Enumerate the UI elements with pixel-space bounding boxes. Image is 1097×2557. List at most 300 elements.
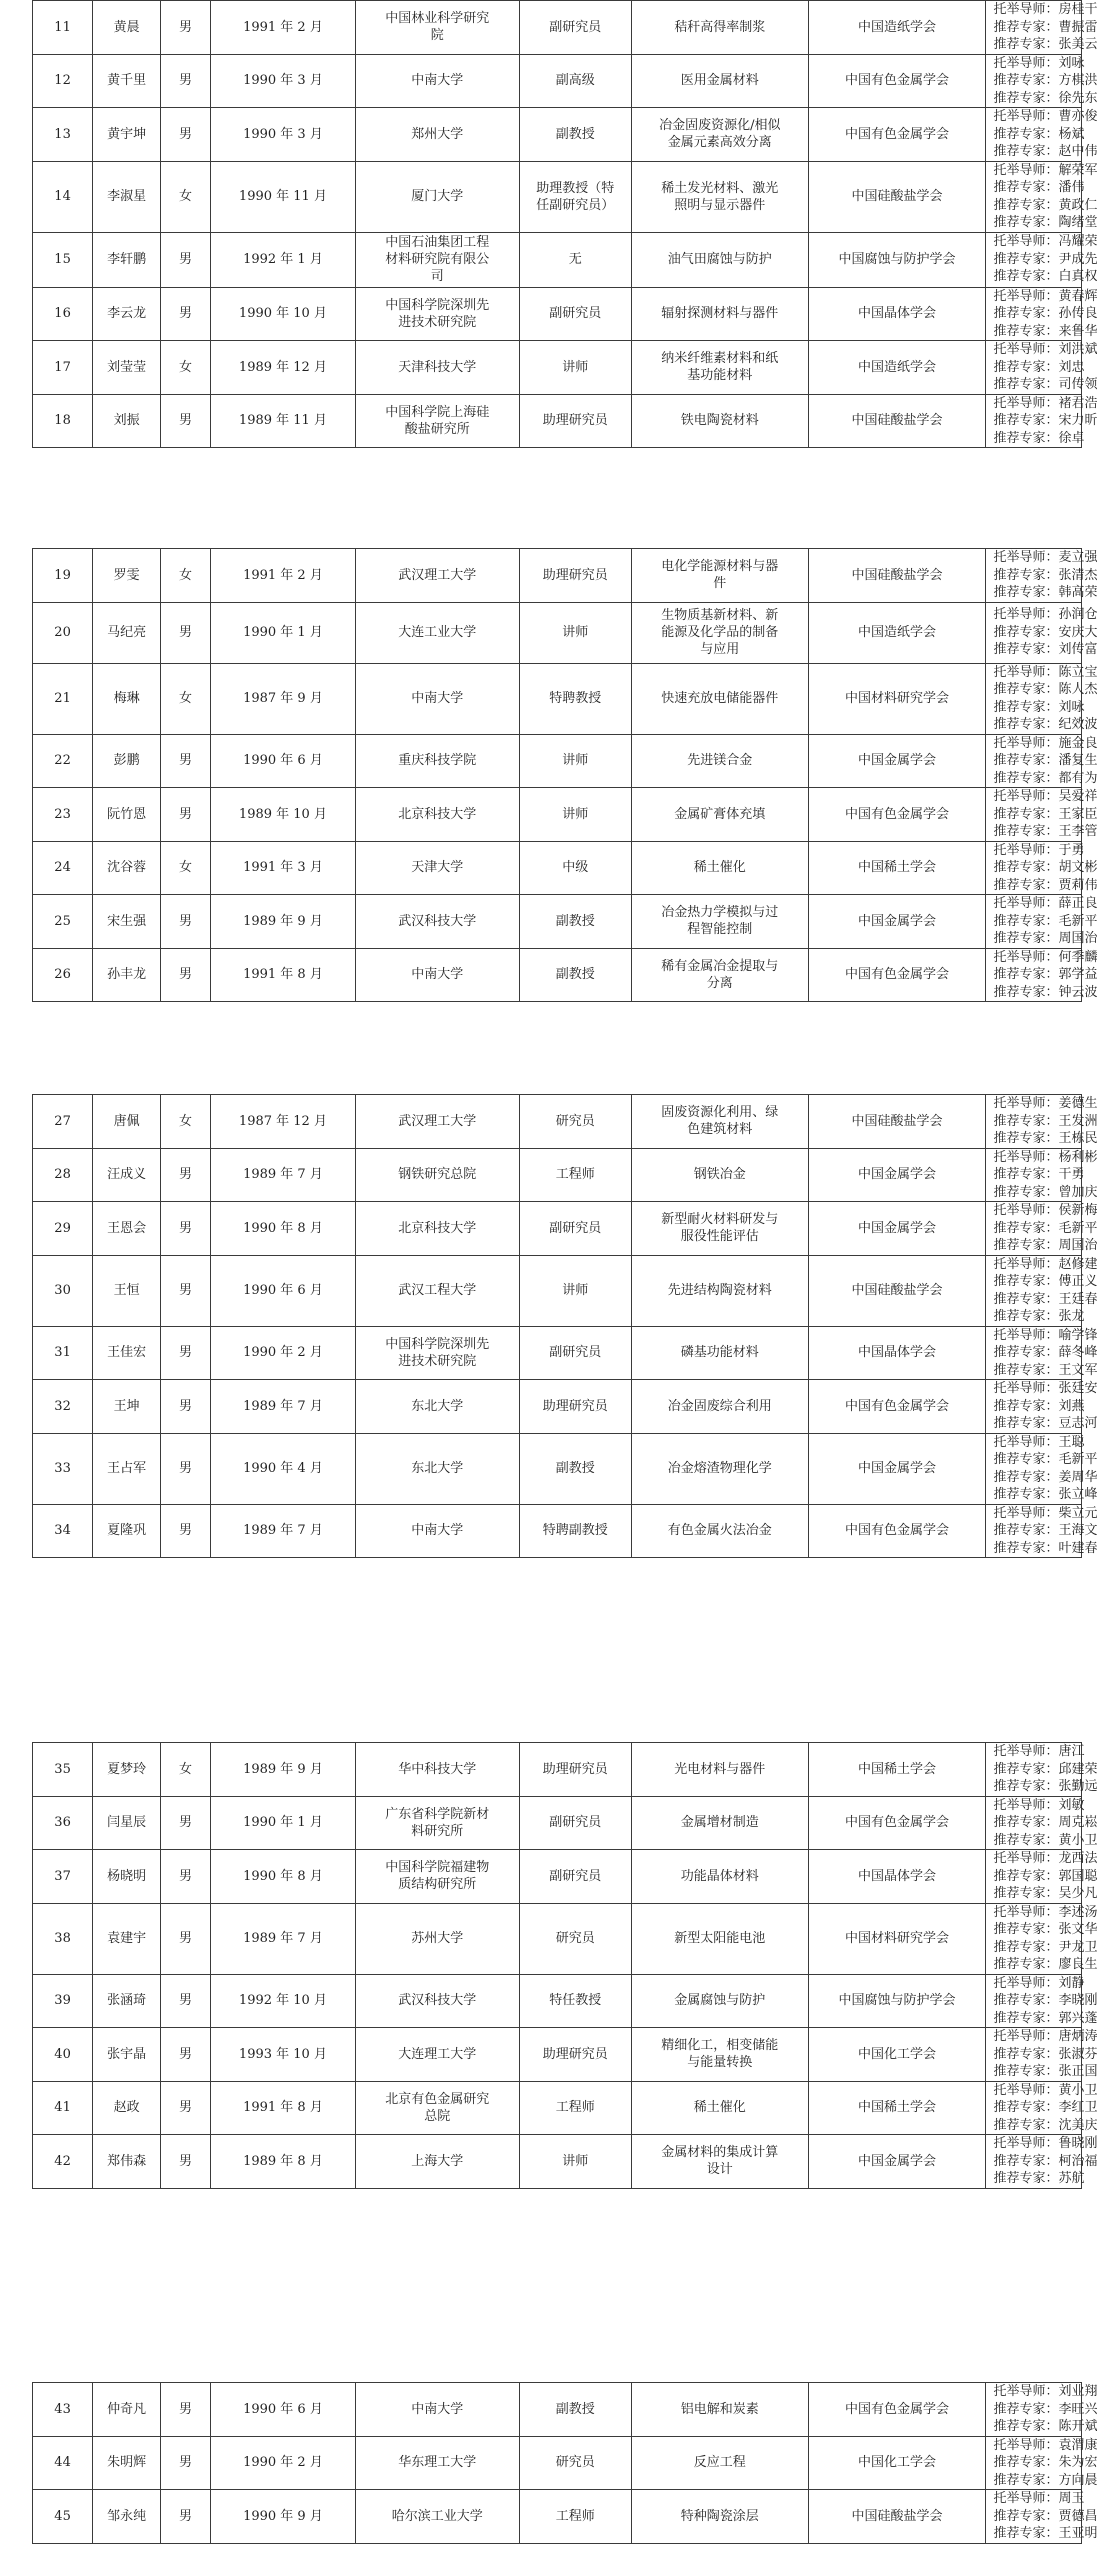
- recommenders-cell: [986, 54, 1097, 108]
- society: 中国化工学会: [857, 2455, 936, 2471]
- job-title-line: 助理教授（特: [536, 180, 615, 196]
- gender: 女: [179, 189, 193, 204]
- row-number: 22: [54, 753, 71, 769]
- society: 中国有色金属学会: [844, 1398, 949, 1414]
- job-title-line: 副研究员: [549, 1345, 602, 1361]
- recommenders-line: 托举导师：唐炳涛: [993, 2029, 1097, 2044]
- society-cell: [808, 549, 986, 603]
- job-title-cell: [519, 394, 631, 448]
- work-unit-cell: [356, 1796, 519, 1850]
- job-title-line: 研究员: [555, 1113, 595, 1129]
- birth-date: 1990 年 2 月: [243, 1345, 323, 1361]
- table-row: [33, 734, 1082, 788]
- work-unit-line: 中南大学: [411, 2401, 464, 2417]
- birth-date-cell: [210, 788, 355, 842]
- work-unit-cell: [356, 394, 519, 448]
- gender: 男: [179, 1461, 193, 1476]
- row-number: 34: [54, 1523, 71, 1539]
- row-number: 31: [54, 1345, 71, 1361]
- birth-date: 1989 年 12 月: [238, 359, 327, 375]
- job-title-cell: [519, 663, 631, 734]
- research-field-line: 冶金熔渣物理化学: [667, 1461, 772, 1476]
- birth-date: 1989 年 9 月: [243, 913, 323, 929]
- row-number-cell: [33, 1202, 93, 1256]
- birth-date-cell: [210, 602, 355, 663]
- row-number: 25: [54, 913, 71, 929]
- recommenders-line: 托举导师：房桂干: [993, 2, 1097, 17]
- job-title-line: 特任教授: [549, 1993, 602, 2009]
- work-unit-cell: [356, 2135, 519, 2189]
- recommenders-line: 托举导师：褚君浩: [993, 395, 1097, 411]
- recommenders-line: 推荐专家：张文华: [993, 1922, 1097, 1937]
- row-number-cell: [33, 1326, 93, 1380]
- work-unit-line: 厦门大学: [411, 189, 464, 204]
- job-title-line: 副研究员: [549, 1220, 602, 1236]
- work-unit-line: 中国科学院深圳先: [385, 297, 490, 313]
- row-number: 21: [54, 691, 71, 706]
- recommenders-line: 托举导师：刘洪斌: [993, 342, 1097, 357]
- work-unit-line: 中国石油集团工程: [385, 235, 490, 250]
- job-title-line: 副研究员: [549, 1815, 602, 1831]
- person-name: 李淑星: [107, 189, 147, 204]
- birth-date: 1991 年 8 月: [243, 967, 323, 983]
- row-number-cell: [33, 1974, 93, 2028]
- person-name-cell: [93, 394, 161, 448]
- person-name-cell: [93, 2490, 161, 2544]
- job-title-line: 副研究员: [549, 1868, 602, 1884]
- person-name: 宋生强: [107, 913, 147, 929]
- gender: 男: [179, 2455, 193, 2471]
- gender-cell: [161, 1850, 211, 1904]
- birth-date-cell: [210, 1095, 355, 1149]
- recommenders-line: 推荐专家：刘咏: [993, 699, 1085, 715]
- birth-date: 1990 年 2 月: [243, 2455, 323, 2471]
- table-row: [33, 2436, 1082, 2490]
- society: 中国材料研究学会: [844, 691, 949, 706]
- recommenders-line: 推荐专家：王发洲: [993, 1113, 1097, 1129]
- recommenders-line: 推荐专家：周克崧: [993, 1815, 1097, 1830]
- society-cell: [808, 108, 986, 162]
- research-field-line: 能源及化学品的制备: [661, 625, 779, 640]
- recommenders-line: 托举导师：龙西法: [993, 1851, 1097, 1866]
- society: 中国有色金属学会: [844, 1815, 949, 1831]
- gender-cell: [161, 841, 211, 895]
- society: 中国硅酸盐学会: [851, 189, 943, 204]
- recommenders-line: 托举导师：侯新梅: [993, 1203, 1097, 1218]
- work-unit-cell: [356, 895, 519, 949]
- job-title-line: 研究员: [555, 2455, 595, 2471]
- recommenders-line: 推荐专家：安庆大: [993, 624, 1097, 640]
- recommenders-line: 推荐专家：张龙: [993, 1309, 1085, 1324]
- person-name-cell: [93, 2081, 161, 2135]
- row-number-cell: [33, 1380, 93, 1434]
- society-cell: [808, 2383, 986, 2437]
- society: 中国硅酸盐学会: [851, 567, 943, 583]
- recommenders-line: 推荐专家：柯治福: [993, 2153, 1097, 2169]
- table-row: [33, 1255, 1082, 1326]
- recommenders-line: 托举导师：黄小卫: [993, 2082, 1097, 2098]
- research-field-cell: [632, 1903, 809, 1974]
- person-name: 刘振: [113, 413, 140, 429]
- research-field-line: 先进结构陶瓷材料: [667, 1283, 772, 1298]
- recommenders-cell: [986, 1380, 1097, 1434]
- birth-date: 1990 年 8 月: [243, 1220, 323, 1236]
- row-number-cell: [33, 1, 93, 55]
- row-number: 16: [54, 306, 71, 322]
- row-number: 18: [54, 413, 71, 429]
- research-field-line: 新型太阳能电池: [674, 1931, 766, 1946]
- recommenders-line: 推荐专家：杨斌: [993, 126, 1085, 142]
- birth-date: 1990 年 11 月: [238, 189, 327, 204]
- recommenders-line: 推荐专家：钟云波: [993, 984, 1097, 1000]
- row-number: 45: [54, 2508, 71, 2524]
- birth-date: 1992 年 1 月: [243, 252, 323, 267]
- recommenders-cell: [986, 1326, 1097, 1380]
- research-field-line: 铁电陶瓷材料: [680, 413, 759, 429]
- birth-date-cell: [210, 1504, 355, 1558]
- society: 中国有色金属学会: [844, 2401, 949, 2417]
- recommenders-line: 推荐专家：姜周华: [993, 1469, 1097, 1485]
- gender: 男: [179, 2401, 193, 2417]
- gender-cell: [161, 2490, 211, 2544]
- row-number: 15: [54, 252, 71, 267]
- gender: 男: [179, 1523, 193, 1539]
- recommenders-line: 推荐专家：纪效波: [993, 717, 1097, 732]
- table-row: [33, 1974, 1082, 2028]
- work-unit-line: 上海大学: [411, 2153, 464, 2169]
- gender-cell: [161, 895, 211, 949]
- work-unit-line: 中国科学院上海硅: [385, 404, 490, 420]
- recommenders-line: 推荐专家：豆志河: [993, 1416, 1097, 1431]
- work-unit-cell: [356, 287, 519, 341]
- job-title-cell: [519, 1095, 631, 1149]
- person-name: 郑伟森: [107, 2153, 147, 2169]
- society-cell: [808, 232, 986, 287]
- row-number-cell: [33, 1903, 93, 1974]
- recommenders-line: 推荐专家：潘伟: [993, 180, 1085, 195]
- person-name: 张涵琦: [107, 1993, 147, 2009]
- gender-cell: [161, 948, 211, 1002]
- gender: 女: [179, 567, 193, 583]
- recommenders-line: 托举导师：刘敏: [993, 1797, 1085, 1813]
- work-unit-line: 北京有色金属研究: [385, 2091, 490, 2107]
- society: 中国晶体学会: [857, 1868, 936, 1884]
- work-unit-line: 进技术研究院: [398, 1353, 477, 1369]
- recommenders-cell: [986, 341, 1097, 395]
- row-number: 44: [54, 2455, 71, 2471]
- research-field-cell: [632, 2028, 809, 2082]
- row-number: 23: [54, 806, 71, 822]
- job-title-line: 副教授: [555, 126, 595, 142]
- research-field-cell: [632, 1850, 809, 1904]
- recommenders-line: 推荐专家：毛新平: [993, 1452, 1097, 1467]
- job-title-line: 讲师: [562, 359, 589, 375]
- gender: 女: [179, 860, 193, 876]
- person-name: 夏隆巩: [107, 1523, 147, 1539]
- work-unit-cell: [356, 602, 519, 663]
- recommenders-line: 推荐专家：宋力昕: [993, 413, 1097, 428]
- row-number-cell: [33, 895, 93, 949]
- work-unit-cell: [356, 1850, 519, 1904]
- recommenders-line: 推荐专家：毛新平: [993, 913, 1097, 929]
- work-unit-line: 中国科学院福建物: [385, 1860, 490, 1876]
- job-title-cell: [519, 1202, 631, 1256]
- birth-date-cell: [210, 1974, 355, 2028]
- research-field-line: 快速充放电储能器件: [661, 691, 779, 706]
- job-title-cell: [519, 2028, 631, 2082]
- work-unit-line: 大连理工大学: [398, 2046, 477, 2062]
- recommenders-cell: [986, 1202, 1097, 1256]
- birth-date: 1987 年 9 月: [243, 691, 323, 706]
- work-unit-line: 中国林业科学研究: [385, 11, 490, 27]
- job-title-cell: [519, 1796, 631, 1850]
- birth-date-cell: [210, 2135, 355, 2189]
- birth-date: 1989 年 11 月: [238, 413, 327, 429]
- work-unit-line: 材料研究院有限公: [385, 252, 490, 267]
- society-cell: [808, 341, 986, 395]
- row-number: 24: [54, 860, 71, 876]
- society: 中国造纸学会: [857, 19, 936, 35]
- birth-date-cell: [210, 663, 355, 734]
- row-number-cell: [33, 1148, 93, 1202]
- job-title-cell: [519, 602, 631, 663]
- work-unit-line: 总院: [424, 2108, 451, 2124]
- recommenders-cell: [986, 287, 1097, 341]
- job-title-line: 工程师: [555, 2100, 595, 2116]
- work-unit-cell: [356, 54, 519, 108]
- work-unit-line: 郑州大学: [411, 126, 464, 142]
- society: 中国硅酸盐学会: [851, 413, 943, 429]
- person-name: 罗雯: [113, 567, 140, 583]
- job-title-line: 无: [568, 252, 582, 267]
- society: 中国造纸学会: [857, 625, 936, 640]
- research-field-line: 服役性能评估: [680, 1229, 759, 1245]
- research-field-line: 金属材料的集成计算: [661, 2145, 779, 2161]
- row-number-cell: [33, 663, 93, 734]
- work-unit-line: 北京科技大学: [398, 806, 477, 822]
- job-title-line: 讲师: [562, 806, 589, 822]
- recommenders-line: 托举导师：刘业翔: [993, 2384, 1097, 2399]
- recommenders-line: 托举导师：麦立强: [993, 550, 1097, 565]
- research-field-cell: [632, 108, 809, 162]
- work-unit-line: 武汉科技大学: [398, 1993, 477, 2009]
- research-field-cell: [632, 232, 809, 287]
- row-number: 38: [54, 1931, 71, 1946]
- recommenders-line: 推荐专家：郭兴蓬: [993, 2010, 1097, 2026]
- person-name-cell: [93, 895, 161, 949]
- row-number-cell: [33, 54, 93, 108]
- recommenders-line: 推荐专家：赵中伟: [993, 144, 1097, 159]
- society-cell: [808, 948, 986, 1002]
- person-name-cell: [93, 232, 161, 287]
- research-field-cell: [632, 1796, 809, 1850]
- recommenders-cell: [986, 1743, 1097, 1797]
- research-field-cell: [632, 663, 809, 734]
- research-field-cell: [632, 2383, 809, 2437]
- job-title-cell: [519, 1974, 631, 2028]
- row-number-cell: [33, 1850, 93, 1904]
- birth-date-cell: [210, 2436, 355, 2490]
- work-unit-cell: [356, 663, 519, 734]
- birth-date: 1990 年 6 月: [243, 2401, 323, 2417]
- society: 中国有色金属学会: [844, 806, 949, 822]
- gender: 男: [179, 306, 193, 322]
- table-row: [33, 1148, 1082, 1202]
- gender: 男: [179, 73, 193, 89]
- society-cell: [808, 1, 986, 55]
- gender-cell: [161, 549, 211, 603]
- recommenders-cell: [986, 161, 1097, 232]
- recommenders-line: 推荐专家：叶建春: [993, 1540, 1097, 1556]
- research-field-line: 油气田腐蚀与防护: [667, 252, 772, 267]
- birth-date: 1990 年 8 月: [243, 1868, 323, 1884]
- recommenders-line: 推荐专家：邱建荣: [993, 1761, 1097, 1777]
- recommenders-line: 托举导师：周玉: [993, 2491, 1085, 2506]
- person-name-cell: [93, 1095, 161, 1149]
- recommenders-line: 托举导师：黄春辉: [993, 288, 1097, 304]
- job-title-cell: [519, 1255, 631, 1326]
- society-cell: [808, 1974, 986, 2028]
- society: 中国化工学会: [857, 2046, 936, 2062]
- birth-date-cell: [210, 734, 355, 788]
- recommenders-line: 推荐专家：潘复生: [993, 753, 1097, 768]
- work-unit-line: 钢铁研究总院: [398, 1167, 477, 1183]
- person-name: 赵政: [113, 2100, 140, 2116]
- birth-date-cell: [210, 161, 355, 232]
- job-title-cell: [519, 549, 631, 603]
- work-unit-cell: [356, 161, 519, 232]
- recommenders-cell: [986, 2081, 1097, 2135]
- person-name-cell: [93, 549, 161, 603]
- work-unit-line: 天津大学: [411, 860, 464, 876]
- recommenders-line: 推荐专家：尹龙卫: [993, 1939, 1097, 1955]
- recommenders-line: 托举导师：孙润仓: [993, 607, 1097, 623]
- row-number-cell: [33, 1504, 93, 1558]
- row-number-cell: [33, 2383, 93, 2437]
- person-name: 李轩鹏: [107, 252, 147, 267]
- candidate-table-segment: [32, 2382, 1097, 2544]
- research-field-line: 反应工程: [693, 2455, 746, 2471]
- gender-cell: [161, 2081, 211, 2135]
- job-title-cell: [519, 1, 631, 55]
- job-title-cell: [519, 1326, 631, 1380]
- row-number-cell: [33, 287, 93, 341]
- society-cell: [808, 734, 986, 788]
- person-name-cell: [93, 1148, 161, 1202]
- birth-date: 1989 年 9 月: [243, 1761, 323, 1777]
- job-title-cell: [519, 1903, 631, 1974]
- table-row: [33, 341, 1082, 395]
- table-row: [33, 161, 1082, 232]
- work-unit-line: 天津科技大学: [398, 359, 477, 375]
- recommenders-cell: [986, 948, 1097, 1002]
- job-title-line: 工程师: [555, 1167, 595, 1183]
- person-name: 邹永纯: [107, 2508, 147, 2524]
- job-title-line: 助理研究员: [542, 1398, 608, 1414]
- table-row: [33, 895, 1082, 949]
- research-field-line: 分离: [706, 975, 733, 991]
- job-title-cell: [519, 895, 631, 949]
- research-field-line: 新型耐火材料研发与: [661, 1212, 779, 1228]
- birth-date: 1991 年 2 月: [243, 567, 323, 583]
- work-unit-cell: [356, 232, 519, 287]
- job-title-cell: [519, 108, 631, 162]
- row-number-cell: [33, 1796, 93, 1850]
- birth-date: 1991 年 2 月: [243, 19, 323, 35]
- gender: 男: [179, 625, 193, 640]
- gender: 男: [179, 913, 193, 929]
- work-unit-line: 重庆科技学院: [398, 753, 477, 769]
- work-unit-line: 广东省科学院新材: [385, 1806, 490, 1822]
- research-field-cell: [632, 2135, 809, 2189]
- society: 中国稀土学会: [857, 860, 936, 876]
- person-name: 梅琳: [113, 691, 140, 706]
- person-name: 袁建宇: [107, 1931, 147, 1946]
- person-name: 唐佩: [113, 1113, 140, 1129]
- person-name-cell: [93, 161, 161, 232]
- table-row: [33, 1326, 1082, 1380]
- person-name-cell: [93, 788, 161, 842]
- gender-cell: [161, 161, 211, 232]
- row-number-cell: [33, 232, 93, 287]
- recommenders-line: 推荐专家：黄小卫: [993, 1832, 1097, 1848]
- birth-date-cell: [210, 54, 355, 108]
- work-unit-cell: [356, 108, 519, 162]
- birth-date-cell: [210, 1, 355, 55]
- recommenders-cell: [986, 1796, 1097, 1850]
- recommenders-cell: [986, 788, 1097, 842]
- society-cell: [808, 287, 986, 341]
- person-name-cell: [93, 1974, 161, 2028]
- recommenders-line: 推荐专家：周国治: [993, 1238, 1097, 1253]
- research-field-line: 稀有金属冶金提取与: [661, 958, 779, 974]
- recommenders-line: 推荐专家：王栋民: [993, 1131, 1097, 1146]
- row-number-cell: [33, 549, 93, 603]
- recommenders-line: 推荐专家：黄政仁: [993, 197, 1097, 213]
- recommenders-line: 推荐专家：王家臣: [993, 806, 1097, 822]
- gender-cell: [161, 1380, 211, 1434]
- recommenders-line: 托举导师：赵修建: [993, 1256, 1097, 1272]
- person-name: 彭鹏: [113, 753, 140, 769]
- row-number: 30: [54, 1283, 71, 1298]
- birth-date: 1987 年 12 月: [238, 1113, 327, 1129]
- work-unit-cell: [356, 549, 519, 603]
- recommenders-cell: [986, 1850, 1097, 1904]
- person-name-cell: [93, 2028, 161, 2082]
- work-unit-line: 进技术研究院: [398, 314, 477, 330]
- table-row: [33, 108, 1082, 162]
- person-name-cell: [93, 602, 161, 663]
- recommenders-line: 推荐专家：张清杰: [993, 567, 1097, 583]
- birth-date-cell: [210, 1743, 355, 1797]
- society-cell: [808, 895, 986, 949]
- job-title-cell: [519, 2135, 631, 2189]
- person-name-cell: [93, 734, 161, 788]
- recommenders-line: 推荐专家：王廷春: [993, 1291, 1097, 1307]
- birth-date-cell: [210, 108, 355, 162]
- gender-cell: [161, 1504, 211, 1558]
- row-number: 39: [54, 1993, 71, 2009]
- gender: 男: [179, 1398, 193, 1414]
- recommenders-line: 托举导师：施金良: [993, 735, 1097, 751]
- gender: 男: [179, 19, 193, 35]
- gender-cell: [161, 394, 211, 448]
- gender-cell: [161, 54, 211, 108]
- recommenders-line: 推荐专家：韩高荣: [993, 585, 1097, 600]
- recommenders-line: 推荐专家：吴少凡: [993, 1886, 1097, 1901]
- research-field-line: 特种陶瓷涂层: [680, 2508, 759, 2524]
- research-field-line: 与应用: [700, 642, 740, 657]
